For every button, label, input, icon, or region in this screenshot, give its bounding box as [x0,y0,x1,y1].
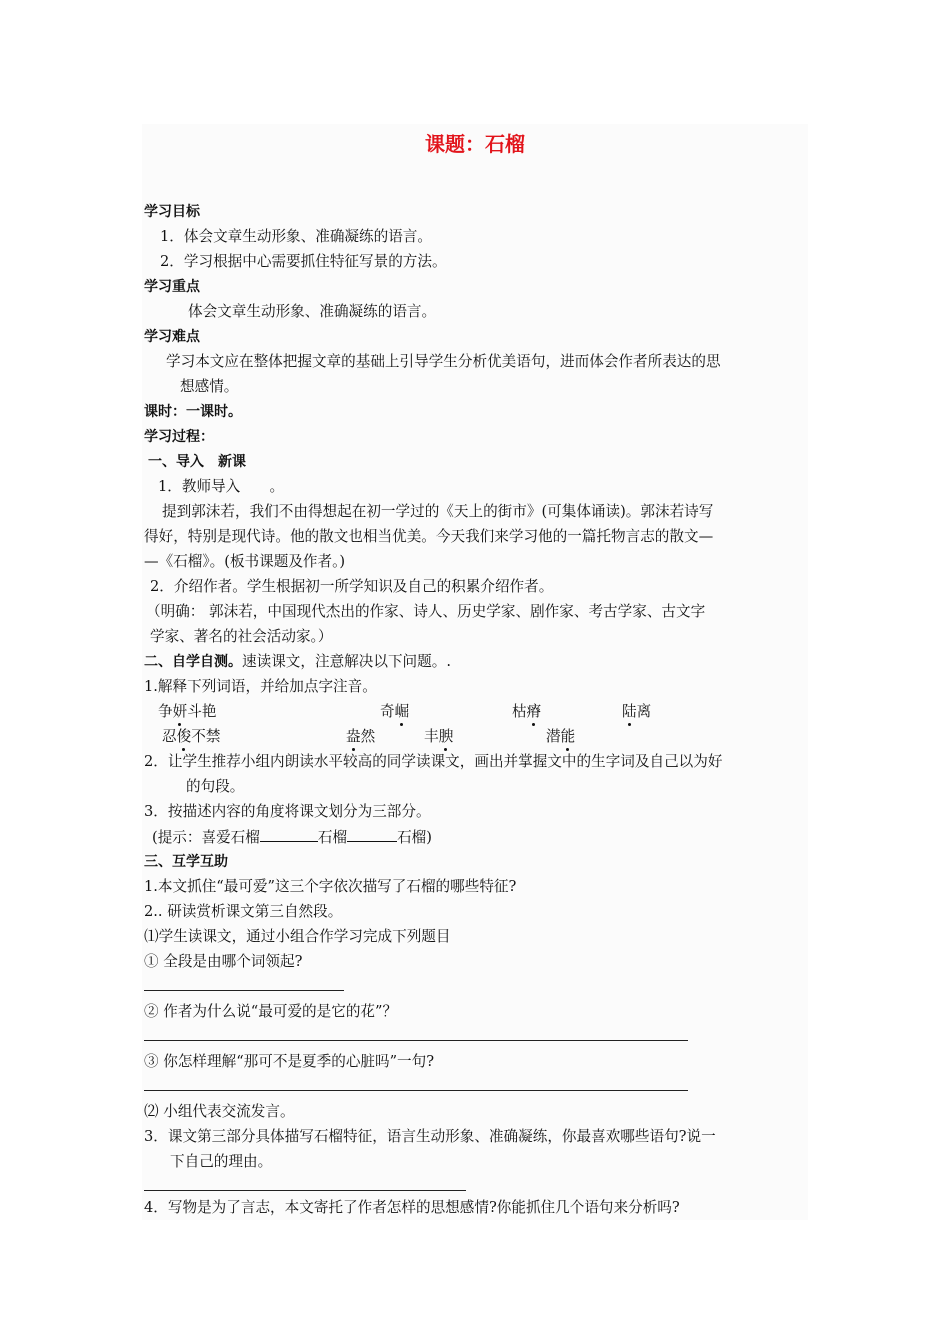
vocab-word [162,727,220,747]
sub-question-3: ③ 你怎样理解“那可不是夏季的心脏吗”一句? [144,1053,435,1070]
group-study-task: ⑴学生读课文，通过小组合作学习完成下列题目 [144,928,451,945]
teacher-intro-label: 1．教师导入 。 [158,478,285,495]
emotion-question: 4．写物是为了言志，本文寄托了作者怎样的思想感情?你能抓住几个语句来分析吗? [144,1199,680,1216]
focus-heading: 学习重点 [144,279,200,295]
vocab-char: 争 [158,703,173,720]
vocab-word [346,727,375,747]
hint-part-2: 石榴 [317,829,348,846]
section-3-heading: 三、互学互助 [144,854,228,870]
favorite-sentence-line-1: 3．课文第三部分具体描写石榴特征，语言生动形象、准确凝练，你最喜欢哪些语句?说一 [144,1128,716,1145]
vocab-char: 枯 [512,703,527,720]
vocab-char: 不禁 [191,728,221,745]
intro-paragraph-line-2: 得好，特别是现代诗。他的散文也相当优美。今天我们来学习他的一篇托物言志的散文— [144,528,714,545]
vocab-word [380,702,409,722]
answer-line-1[interactable] [144,990,344,991]
favorite-sentence-line-2: 下自己的理由。 [170,1153,273,1170]
vocab-word [424,727,453,747]
process-heading: 学习过程： [144,429,214,445]
sub-question-2: ② 作者为什么说“最可爱的是它的花”？ [144,1003,398,1020]
intro-paragraph-line-1: 提到郭沫若，我们不由得想起在初一学过的《天上的街市》(可集体诵读)。郭沫若诗写 [162,503,714,520]
period-text: 课时：一课时。 [144,404,242,420]
vocab-question: 1.解释下列词语，并给加点字注音。 [144,678,377,695]
vocab-dotted-char: 俊 [176,728,192,745]
goal-item-2: 2．学习根据中心需要抓住特征写景的方法。 [160,253,447,270]
section-2-heading-rest: 速读课文，注意解决以下问题。. [242,653,451,670]
hint-blank-2[interactable] [347,827,397,842]
hint-blank-1[interactable] [260,827,318,842]
vocab-dotted-char: 崛 [394,703,410,720]
author-note-line-2: 学家、著名的社会活动家。） [150,628,333,645]
intro-paragraph-line-3: —《石榴》。(板书课题及作者。) [144,553,346,570]
paragraph-study-task: 2.. 研读赏析课文第三自然段。 [144,903,343,920]
goal-item-1: 1．体会文章生动形象、准确凝练的语言。 [160,228,432,245]
division-hint [152,827,432,848]
vocab-word [546,727,575,747]
vocab-word [158,702,216,722]
answer-line-2[interactable] [144,1040,688,1041]
author-note-line-1: （明确： 郭沫若，中国现代杰出的作家、诗人、历史学家、剧作家、考古学家、古文字 [146,603,706,620]
answer-line-3[interactable] [144,1090,688,1091]
document-page [142,124,808,1220]
sub-question-1: ① 全段是由哪个词领起? [144,953,303,970]
reading-task-line-1: 2．让学生推荐小组内朗读水平较高的同学读课文，画出并掌握文中的生字词及自己以为好 [144,753,723,770]
answer-line-4[interactable] [144,1190,466,1191]
group-report-task: ⑵ 小组代表交流发言。 [144,1103,295,1120]
author-intro-task: 2．介绍作者。学生根据初一所学知识及自己的积累介绍作者。 [150,578,554,595]
goals-heading: 学习目标 [144,204,200,220]
difficulty-heading: 学习难点 [144,329,200,345]
document-title: 课题：石榴 [425,132,525,156]
vocab-dotted-char: 能 [560,728,576,745]
vocab-word [622,702,651,722]
difficulty-line-2: 想感情。 [180,378,239,395]
vocab-dotted-char: 陆 [622,703,637,720]
vocab-char: 斗艳 [187,703,217,720]
focus-text: 体会文章生动形象、准确凝练的语言。 [188,303,437,320]
feature-question: 1.本文抓住“最可爱”这三个字依次描写了石榴的哪些特征? [144,878,517,895]
division-task: 3．按描述内容的角度将课文划分为三部分。 [144,803,431,820]
vocab-char: 然 [360,728,376,745]
reading-task-line-2: 的句段。 [186,778,245,795]
section-2-heading: 二、自学自测。 [144,654,242,670]
vocab-dotted-char: 腴 [438,728,454,745]
vocab-word [512,702,541,722]
vocab-char: 奇 [380,703,395,720]
vocab-dotted-char: 盎 [346,728,361,745]
section-2-heading-line [144,652,451,672]
vocab-char: 丰 [424,728,439,745]
vocab-dotted-char: 瘠 [526,703,542,720]
hint-part-3: 石榴) [397,829,432,846]
section-1-heading: 一、导入 新课 [148,454,246,470]
vocab-char: 忍 [162,728,177,745]
hint-part-1: (提示：喜爱石榴 [152,829,260,846]
vocab-dotted-char: 妍 [172,703,188,720]
vocab-char: 离 [636,703,652,720]
vocab-char: 潜 [546,728,561,745]
difficulty-line-1: 学习本文应在整体把握文章的基础上引导学生分析优美语句，进而体会作者所表达的思 [166,353,721,370]
